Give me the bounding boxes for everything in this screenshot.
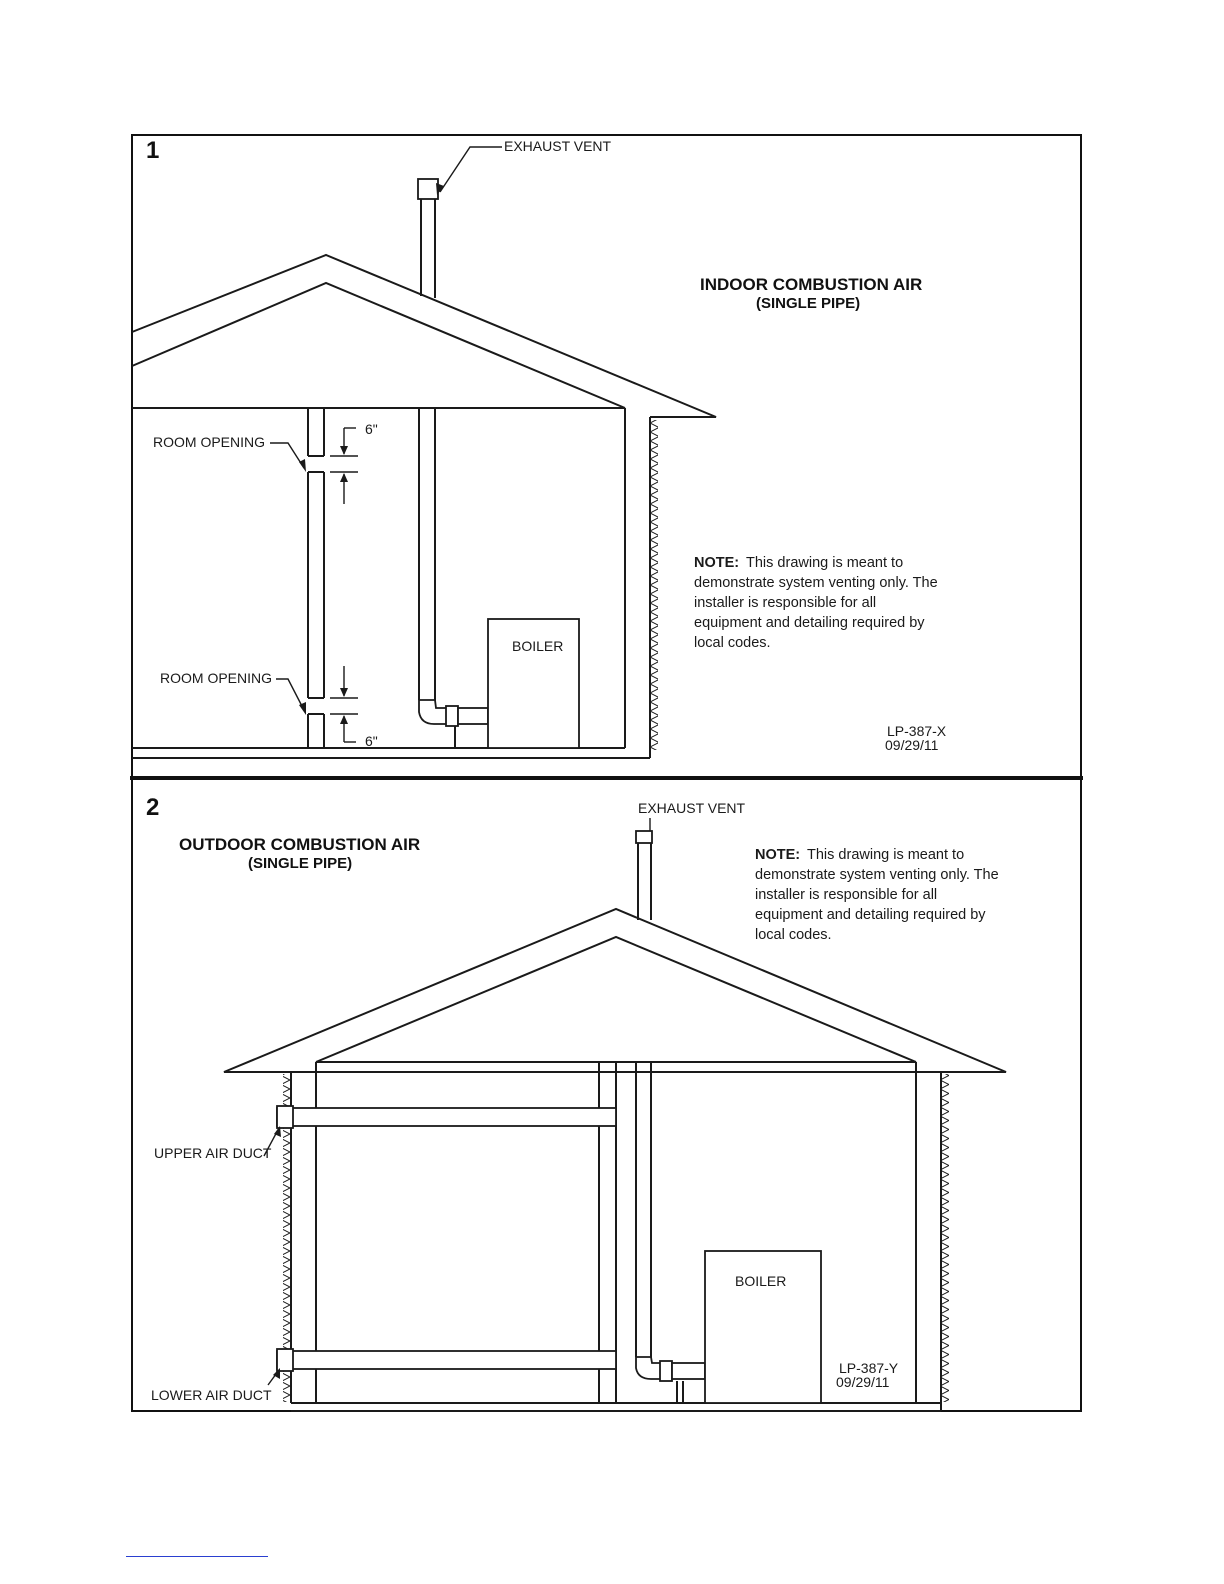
note-2-line-5: local codes.: [755, 927, 832, 943]
panel-indoor-combustion-air: [132, 135, 1081, 778]
exhaust-vent-callout-1: [436, 138, 612, 195]
boiler-label-2: BOILER: [735, 1273, 787, 1289]
note-1-line-1: This drawing is meant to: [746, 555, 904, 571]
room-opening-lower-label: ROOM OPENING: [160, 670, 273, 686]
note-2-line-3: installer is responsible for all: [755, 887, 938, 903]
panel-1-number: 1: [146, 137, 160, 164]
lower-air-duct-label: LOWER AIR DUCT: [151, 1387, 272, 1403]
boiler-label-1: BOILER: [512, 638, 564, 654]
note-2: [755, 847, 999, 943]
boiler-1: [488, 619, 579, 748]
diagram-2-title: OUTDOOR COMBUSTION AIR: [179, 835, 421, 854]
note-2-line-1: This drawing is meant to: [807, 847, 965, 863]
note-1-bold: NOTE:: [694, 555, 740, 571]
drawing-date-1: 09/29/11: [885, 737, 939, 753]
diagram-1-title: INDOOR COMBUSTION AIR: [700, 275, 923, 294]
diagram-2-subtitle: (SINGLE PIPE): [248, 855, 353, 872]
boiler-2: [705, 1251, 821, 1403]
note-2-bold: NOTE:: [755, 847, 801, 863]
dim-lower-label: 6": [365, 733, 378, 749]
lower-air-duct-callout: [151, 1368, 280, 1403]
upper-air-duct: [277, 1106, 616, 1128]
roof-2: [224, 909, 1006, 1072]
upper-air-duct-callout: [154, 1126, 281, 1161]
note-1-line-2: demonstrate system venting only. The: [694, 575, 938, 591]
roof-1: [132, 255, 716, 417]
note-1-line-5: local codes.: [694, 635, 771, 651]
upper-air-duct-label: UPPER AIR DUCT: [154, 1145, 272, 1161]
diagram-1-subtitle: (SINGLE PIPE): [756, 295, 861, 312]
exterior-wall-1: [625, 408, 658, 758]
interior-partition-wall: [308, 408, 324, 748]
exterior-wall-right-2: [916, 1062, 949, 1411]
footnote-rule: [126, 1556, 268, 1557]
room-opening-upper-label: ROOM OPENING: [153, 434, 266, 450]
exhaust-vent-pipe-1: [418, 179, 488, 748]
panel-1-frame: [132, 135, 1081, 778]
drawing-date-2: 09/29/11: [836, 1374, 890, 1390]
dim-upper-label: 6": [365, 421, 378, 437]
drawing-id-2: LP-387-Y: [839, 1360, 899, 1376]
exhaust-vent-label-1: EXHAUST VENT: [504, 138, 612, 154]
dimension-lower-opening: [330, 666, 378, 749]
floor-1: [132, 748, 650, 758]
room-opening-upper-callout: [153, 434, 306, 472]
note-2-line-4: equipment and detailing required by: [755, 907, 986, 923]
room-opening-lower-callout: [160, 670, 306, 715]
exhaust-vent-callout-2: [638, 800, 746, 831]
panel-2-number: 2: [146, 794, 160, 821]
note-1-line-3: installer is responsible for all: [694, 595, 877, 611]
note-2-line-2: demonstrate system venting only. The: [755, 867, 999, 883]
exhaust-vent-pipe-2: [636, 831, 705, 1403]
panel-outdoor-combustion-air: [132, 778, 1081, 1411]
exhaust-vent-label-2: EXHAUST VENT: [638, 800, 746, 816]
note-1: [694, 555, 938, 651]
lower-air-duct: [277, 1349, 616, 1371]
note-1-line-4: equipment and detailing required by: [694, 615, 925, 631]
floor-2: [291, 1403, 941, 1411]
drawing-id-1: LP-387-X: [887, 723, 947, 739]
dimension-upper-opening: [330, 421, 378, 504]
